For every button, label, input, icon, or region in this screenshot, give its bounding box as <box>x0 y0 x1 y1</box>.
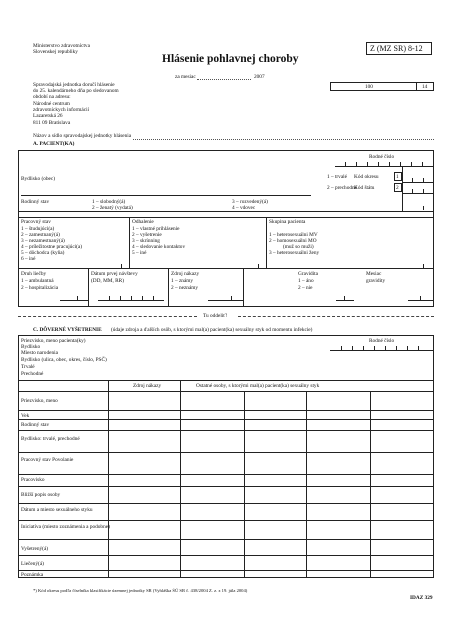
table-row-label: Pracovný stav Povolanie <box>21 457 74 463</box>
patient-address-label: Bydlisko <box>21 344 41 350</box>
digit-cell <box>352 346 353 350</box>
cut-label: Tu oddeliť! <box>203 313 228 319</box>
treatment-option: 1 – ambulantná <box>21 278 54 284</box>
date-label: Dátum prvej návštevy <box>91 271 138 277</box>
source-label: Zdroj nákazy <box>171 271 200 277</box>
table-row <box>18 452 434 453</box>
instruction-line: období na adresu: <box>33 94 71 100</box>
col-divider <box>129 217 130 268</box>
residence-field[interactable] <box>21 195 311 196</box>
source-option: 1 – známy <box>171 278 194 284</box>
table-row-label: Vyšetrený(á) <box>21 546 49 552</box>
digit-cell <box>423 178 424 182</box>
district-label: Kód okresu <box>354 174 379 180</box>
table-row-label: Pracovisko <box>21 477 45 483</box>
residence-divider <box>402 167 403 211</box>
education-label: Odhalenie <box>132 219 154 225</box>
table-row-label: Iniciatíva (miesto zoznámenia a podobne) <box>21 524 110 530</box>
instruction-line: Lazaretská 26 <box>33 113 63 119</box>
marital-status-label: Rodinný stav <box>21 199 50 205</box>
answer-cell[interactable] <box>121 264 122 268</box>
digit-cell <box>385 346 386 350</box>
treatment-label: Druh liečby <box>21 271 47 277</box>
education-option: 4 – sledovanie kontaktov <box>132 244 186 250</box>
digit-cell <box>407 346 408 350</box>
digit-cell <box>400 162 401 166</box>
table-row <box>18 410 434 411</box>
year: 2007 <box>254 74 265 80</box>
residence-label: Bydlisko (obec) <box>21 176 55 182</box>
digit-cell <box>363 346 364 350</box>
digit-cell <box>422 162 423 166</box>
answer-cell <box>344 296 345 300</box>
education-option: 1 – vlastné prihlásenie <box>132 226 180 232</box>
digit-cell <box>345 162 346 166</box>
section-c-birth-number-label: Rodné číslo <box>369 338 395 344</box>
form-code: Z (MZ SR) 8-12 <box>370 44 423 53</box>
footer-code: IDAZ 329 <box>410 595 433 601</box>
table-row <box>18 570 434 571</box>
reporting-unit-label: Názov a sídlo spravodajskej jednotky hlásenia <box>33 133 132 139</box>
digit-cell <box>153 296 154 300</box>
date-field[interactable] <box>98 300 164 301</box>
section-c-frame <box>18 335 434 578</box>
table-row <box>18 539 434 540</box>
answer-cell <box>77 296 78 300</box>
pregnancy-answer[interactable] <box>336 300 354 301</box>
instruction-line: 811 09 Bratislava <box>33 120 71 126</box>
table-row-label: Dátum a miesto sexuálneho styku <box>21 507 93 513</box>
col-other-header: Ostatné osoby, s ktorými mal(a) pacient(ka) sexuálny styk <box>196 383 320 389</box>
table-row-label: Priezvisko, meno <box>21 398 58 404</box>
marital-option: 1 – slobodný(á) <box>92 199 126 205</box>
digit-cell <box>389 162 390 166</box>
code-left: 100 <box>365 84 373 90</box>
ministry-line-1: Ministerstvo zdravotníctva <box>33 43 90 49</box>
cut-line <box>238 316 434 317</box>
reporting-unit-field[interactable] <box>133 139 434 140</box>
residence-digit: 2 <box>396 185 399 191</box>
footnote: *) Kód okresu podľa číselníka klasifikácie územnej jednotky SR (Vyhláška ŠÚ SR č. 438/2004 Z. z. z 19. júla 2004) <box>33 588 248 593</box>
table-top <box>18 380 434 381</box>
col-divider <box>88 268 89 307</box>
digit-cell <box>396 346 397 350</box>
answer-cell[interactable] <box>258 264 259 268</box>
digit-cell <box>378 162 379 166</box>
permanent-label: Trvalé <box>21 364 35 370</box>
row-divider <box>18 268 434 269</box>
col-divider <box>168 268 169 307</box>
table-row <box>18 474 434 475</box>
date-format: (DD, MM, RR) <box>91 278 124 284</box>
digit-cell <box>131 296 132 300</box>
pregnancy-label: Gravidita <box>298 271 319 277</box>
work-option: 3 – nezamestnaný(á) <box>21 238 65 244</box>
work-status-label: Pracovný stav <box>21 219 51 225</box>
patient-name-label: Priezvisko, meno pacienta(ky) <box>21 338 86 344</box>
month-label: za mesiac <box>175 74 196 80</box>
digit-cell <box>341 346 342 350</box>
digit-cell <box>356 162 357 166</box>
instruction-line: Spravodajská jednotka doručí hlásenie <box>33 82 115 88</box>
code-right: 14 <box>422 84 428 90</box>
pregnancy-option: 2 – nie <box>298 285 313 291</box>
education-option: 2 – vyšetrenie <box>132 232 162 238</box>
temporary-label: Prechodné <box>21 371 44 377</box>
treatment-option: 2 – hospitalizácia <box>21 285 59 291</box>
work-option: 6 – iné <box>21 256 36 262</box>
district-code-field[interactable] <box>402 182 434 183</box>
country-label: Kód štátu <box>354 185 375 191</box>
birthplace-label: Miesto narodenia <box>21 350 58 356</box>
residence-type-1: 1 – trvalé <box>327 174 348 180</box>
section-c-title: C. DÔVERNÉ VYŠETRENIE <box>33 327 102 333</box>
risk-label: Skupina pacienta <box>269 219 306 225</box>
answer-cell[interactable] <box>423 206 424 210</box>
marital-option: 4 – vdovec <box>232 205 256 211</box>
digit-cell <box>142 296 143 300</box>
table-row <box>18 555 434 556</box>
ministry-line-2: Slovenskej republiky <box>33 49 78 55</box>
digit-cell <box>418 346 419 350</box>
marital-option: 3 – rozvedený(á) <box>232 199 268 205</box>
country-code-field[interactable] <box>402 193 434 194</box>
table-row <box>18 430 434 431</box>
birth-number-label: Rodné číslo <box>369 154 395 160</box>
work-option: 4 – príležitostne pracujúci(a) <box>21 244 83 250</box>
residence-digit: 1 <box>396 174 399 180</box>
table-row <box>18 419 434 420</box>
pregnancy-month-label: Mesiac <box>366 271 382 277</box>
table-row-label: Bydlisko: trvalé, prechodné <box>21 436 80 442</box>
digit-cell <box>109 296 110 300</box>
risk-option: (muž so muži) <box>283 244 314 250</box>
table-row-label: Poznámka <box>21 572 44 578</box>
instruction-line: Národné centrum <box>33 101 70 107</box>
table-row-label: Rodinný stav <box>21 422 50 428</box>
table-row <box>18 486 434 487</box>
section-a-title: A. PACIENT(KA) <box>33 141 75 147</box>
row-divider <box>18 217 434 218</box>
instruction-line: zdravotníckych informácií <box>33 107 90 113</box>
pregnancy-month-field[interactable] <box>408 300 434 301</box>
table-row-label: Liečený(á) <box>21 561 44 567</box>
digit-cell <box>412 178 413 182</box>
digit-cell <box>420 296 421 300</box>
education-option: 3 – skrínning <box>132 238 160 244</box>
row-divider <box>18 211 434 212</box>
section-c-subtitle: (údaje zdroja a ďalších osôb, s ktorými mal(a) pacient(ka) sexuálny styk od momentu infekcie) <box>111 327 313 333</box>
pregnancy-option: 1 – áno <box>298 278 314 284</box>
address-detail-label: Bydlisko (ulica, obec, okres, číslo, PSČ) <box>21 357 107 363</box>
col-divider <box>243 268 244 307</box>
digit-cell <box>423 189 424 193</box>
answer-cell <box>231 296 232 300</box>
cut-line <box>18 316 197 317</box>
risk-option: 3 – heterosexuálni ženy <box>269 250 320 256</box>
instruction-line: do 25. kalendárneho dňa po sledovanom <box>33 88 119 94</box>
birth-number-field[interactable] <box>335 166 434 167</box>
header-divider <box>18 391 434 392</box>
pregnancy-month-sub: gravidity <box>366 278 386 284</box>
digit-cell <box>367 162 368 166</box>
answer-cell[interactable] <box>423 264 424 268</box>
education-option: 5 – iné <box>132 250 147 256</box>
section-c-birth-number-field[interactable] <box>330 350 434 351</box>
table-row <box>18 503 434 504</box>
code-box-divider <box>416 82 417 91</box>
digit-cell <box>374 346 375 350</box>
digit-cell <box>412 189 413 193</box>
work-option: 1 – študujúci(a) <box>21 226 55 232</box>
source-option: 2 – neznámy <box>171 285 199 291</box>
digit-cell <box>120 296 121 300</box>
treatment-answer[interactable] <box>60 300 88 301</box>
page-title: Hlásenie pohlavnej choroby <box>162 53 299 65</box>
work-option: 5 – dôchodca (kyňa) <box>21 250 65 256</box>
month-field[interactable] <box>197 79 251 80</box>
table-row-label: Bližší popis osoby <box>21 492 61 498</box>
col-divider <box>266 217 267 268</box>
table-row-label: Vek <box>21 413 30 419</box>
risk-option: 2 – homosexuálni MO <box>269 238 317 244</box>
source-answer[interactable] <box>208 300 243 301</box>
work-option: 2 – zamestnaný(á) <box>21 232 60 238</box>
digit-cell <box>411 162 412 166</box>
table-row <box>18 520 434 521</box>
marital-option: 2 – ženatý (vydatá) <box>92 205 133 211</box>
code-box <box>330 82 434 91</box>
residence-type-2: 2 – prechodné <box>327 185 358 191</box>
risk-option: 1 – heterosexuálni MV <box>269 232 318 238</box>
col-source-header: Zdroj nákazy <box>133 383 162 389</box>
